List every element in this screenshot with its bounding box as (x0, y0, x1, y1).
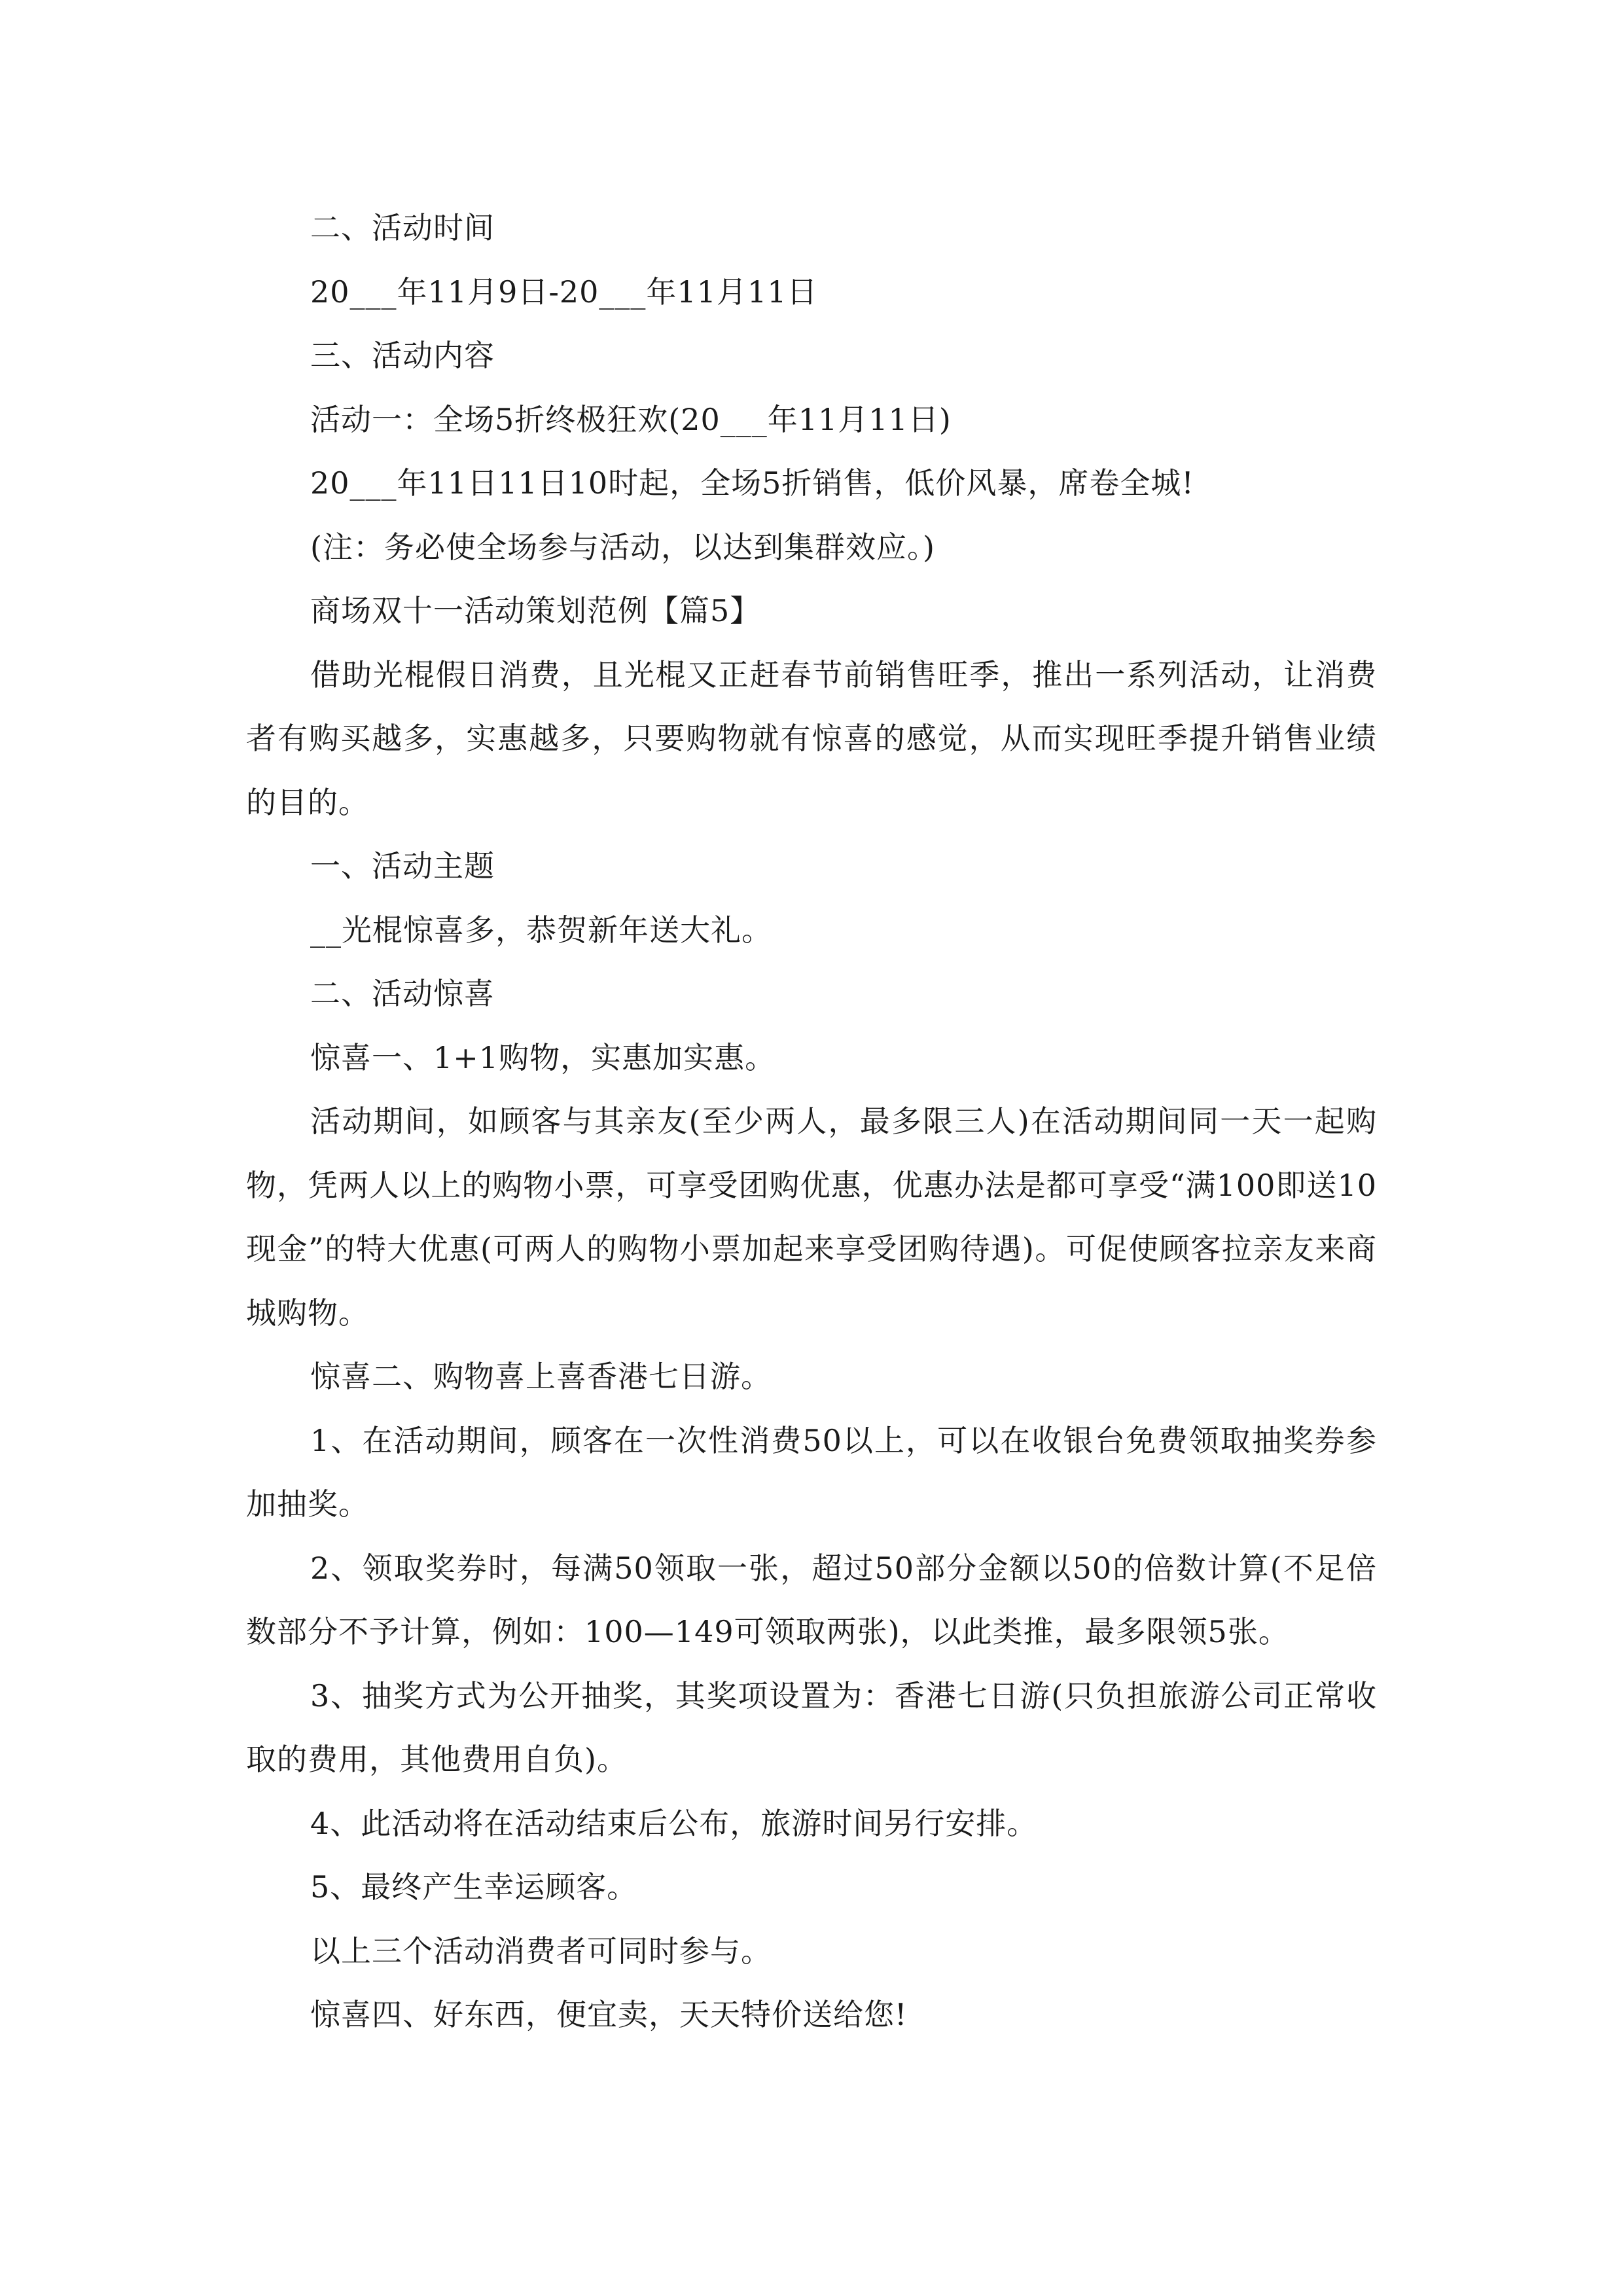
rule-item-2: 2、领取奖券时，每满50领取一张，超过50部分金额以50的倍数计算(不足倍数部分不予计算，例如：100—149可领取两张)，以此类推，最多限领5张。 (246, 1550, 1377, 1649)
activity-one-title: 活动一：全场5折终极狂欢(20___年11月11日) (310, 401, 952, 437)
summary-line: 以上三个活动消费者可同时参与。 (310, 1933, 772, 1969)
surprise-two-title: 惊喜二、购物喜上喜香港七日游。 (310, 1359, 772, 1394)
surprise-one-detail: 活动期间，如顾客与其亲友(至少两人，最多限三人)在活动期间同一天一起购物，凭两人以上的购物小票，可享受团购优惠，优惠办法是都可享受“满100即送10现金”的特大优惠(可两人的购物小票加起来享受团购待遇)。可促使顾客拉亲友来商城购物。 (246, 1103, 1377, 1331)
theme-text: __光棍惊喜多，恭贺新年送大礼。 (310, 912, 772, 948)
document-body (246, 196, 1377, 2047)
section-heading-activity-time: 二、活动时间 (310, 210, 495, 245)
surprise-one-title: 惊喜一、1+1购物，实惠加实惠。 (310, 1039, 776, 1075)
section-heading-surprises: 二、活动惊喜 (310, 976, 495, 1011)
activity-one-detail: 20___年11日11日10时起，全场5折销售，低价风暴，席卷全城! (310, 465, 1194, 501)
intro-paragraph: 借助光棍假日消费，且光棍又正赶春节前销售旺季，推出一系列活动，让消费者有购买越多，实惠越多，只要购物就有惊喜的感觉，从而实现旺季提升销售业绩的目的。 (246, 656, 1377, 820)
rule-item-5: 5、最终产生幸运顾客。 (310, 1869, 638, 1905)
activity-date-range: 20___年11月9日-20___年11月11日 (310, 274, 818, 310)
activity-one-note: (注：务必使全场参与活动，以达到集群效应。) (310, 529, 935, 565)
surprise-four-title: 惊喜四、好东西，便宜卖，天天特价送给您! (310, 1997, 908, 2032)
section-heading-activity-content: 三、活动内容 (310, 338, 495, 373)
rule-item-4: 4、此活动将在活动结束后公布，旅游时间另行安排。 (310, 1805, 1038, 1841)
section-heading-theme: 一、活动主题 (310, 848, 495, 884)
example-five-heading: 商场双十一活动策划范例【篇5】 (310, 593, 761, 628)
rule-item-1: 1、在活动期间，顾客在一次性消费50以上，可以在收银台免费领取抽奖券参加抽奖。 (246, 1422, 1377, 1522)
rule-item-3: 3、抽奖方式为公开抽奖，其奖项设置为：香港七日游(只负担旅游公司正常收取的费用，其他费用自负)。 (246, 1677, 1377, 1777)
